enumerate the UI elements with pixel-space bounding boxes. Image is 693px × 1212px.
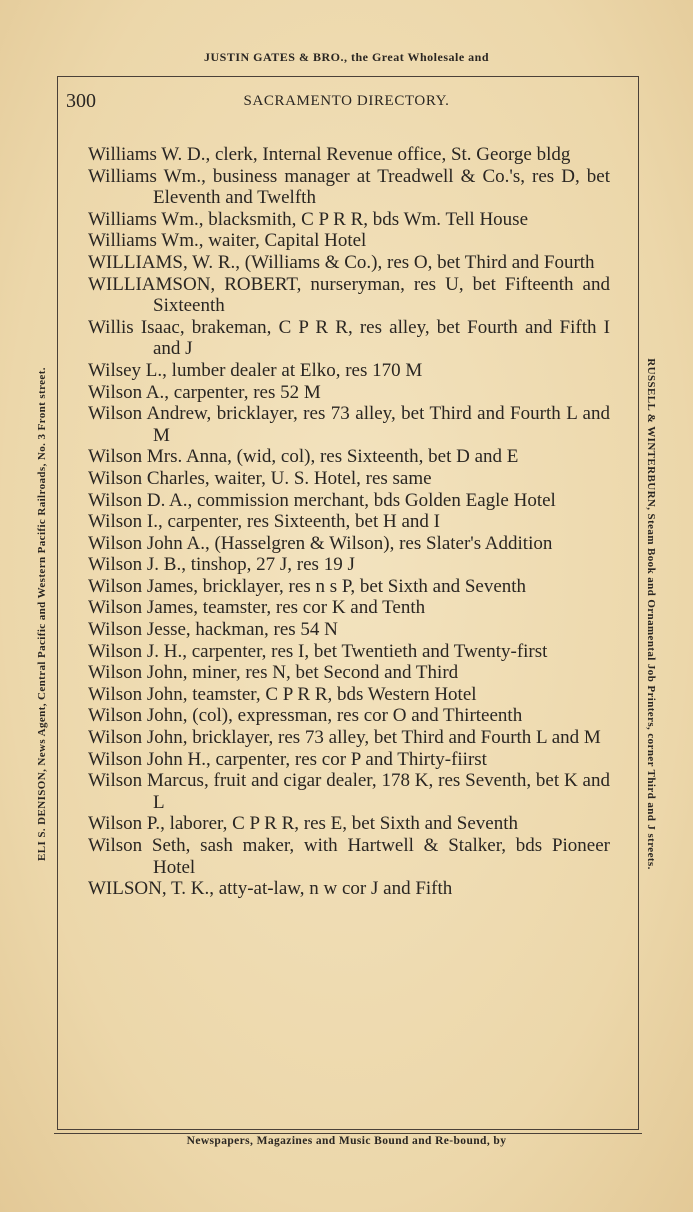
directory-entry: Wilson I., carpenter, res Sixteenth, bet H and I [88,511,440,533]
directory-entry: Wilson John, bricklayer, res 73 alley, bet Third and Fourth L and M [88,727,601,749]
directory-entry: Wilson Jesse, hackman, res 54 N [88,619,338,641]
left-margin-advertisement: ELI S. DENISON, News Agent, Central Pacific and Western Pacific Railroads, No. 3 Front street. [36,367,48,861]
right-margin-advertisement: RUSSELL & WINTERBURN, Steam Book and Ornamental Job Printers, corner Third and J streets. [645,358,657,870]
directory-entry: Wilson J. H., carpenter, res I, bet Twentieth and Twenty-first [88,640,548,662]
directory-entry: Wilson Mrs. Anna, (wid, col), res Sixteenth, bet D and E [88,446,519,468]
directory-entry: Wilson Marcus, fruit and cigar dealer, 178 K, res Seventh, bet K and L [88,770,610,813]
directory-entry: Williams Wm., business manager at Treadwell & Co.'s, res D, bet Eleventh and Twelfth [88,165,610,209]
directory-entry: Wilsey L., lumber dealer at Elko, res 170 M [88,359,423,381]
directory-entry: Wilson J. B., tinshop, 27 J, res 19 J [88,554,355,576]
directory-entry: Wilson James, bricklayer, res n s P, bet Sixth and Seventh [88,575,527,597]
directory-entry: Wilson A., carpenter, res 52 M [88,381,321,403]
top-advertisement: JUSTIN GATES & BRO., the Great Wholesale and [203,50,490,64]
directory-entry: Wilson D. A., commission merchant, bds Golden Eagle Hotel [88,489,556,511]
directory-entry: Wilson P., laborer, C P R R, res E, bet Sixth and Seventh [88,813,518,835]
directory-entry: Wilson John, miner, res N, bet Second and Third [88,662,459,684]
directory-entry: Wilson James, teamster, res cor K and Tenth [88,597,426,619]
running-title: SACRAMENTO DIRECTORY. [243,93,450,109]
directory-entry: WILSON, T. K., atty-at-law, n w cor J and Fifth [88,878,453,900]
directory-entry: Wilson Andrew, bricklayer, res 73 alley, bet Third and Fourth L and M [88,403,610,446]
directory-entry: Williams Wm., blacksmith, C P R R, bds Wm. Tell House [88,208,529,230]
directory-entry: Williams Wm., waiter, Capital Hotel [88,230,367,252]
directory-entries [88,144,610,900]
directory-entry: Williams W. D., clerk, Internal Revenue office, St. George bldg [88,144,571,165]
directory-entry: WILLIAMS, W. R., (Williams & Co.), res O, bet Third and Fourth [88,251,595,273]
directory-entry: Willis Isaac, brakeman, C P R R, res alley, bet Fourth and Fifth I and J [88,316,610,360]
directory-entry: Wilson John, teamster, C P R R, bds Western Hotel [88,683,477,705]
directory-entry: Wilson Seth, sash maker, with Hartwell & Stalker, bds Pioneer Hotel [88,835,610,878]
directory-entry: Wilson Charles, waiter, U. S. Hotel, res same [88,467,432,489]
directory-entry: Wilson John A., (Hasselgren & Wilson), res Slater's Addition [88,532,553,554]
directory-entry: Wilson John H., carpenter, res cor P and Thirty-fiirst [88,748,487,770]
directory-entry: WILLIAMSON, ROBERT, nurseryman, res U, bet Fifteenth and Sixteenth [88,273,610,317]
bottom-advertisement: Newspapers, Magazines and Music Bound and Re-bound, by [186,1135,507,1147]
page-number: 300 [66,90,96,112]
directory-entry: Wilson John, (col), expressman, res cor O and Thirteenth [88,705,523,727]
